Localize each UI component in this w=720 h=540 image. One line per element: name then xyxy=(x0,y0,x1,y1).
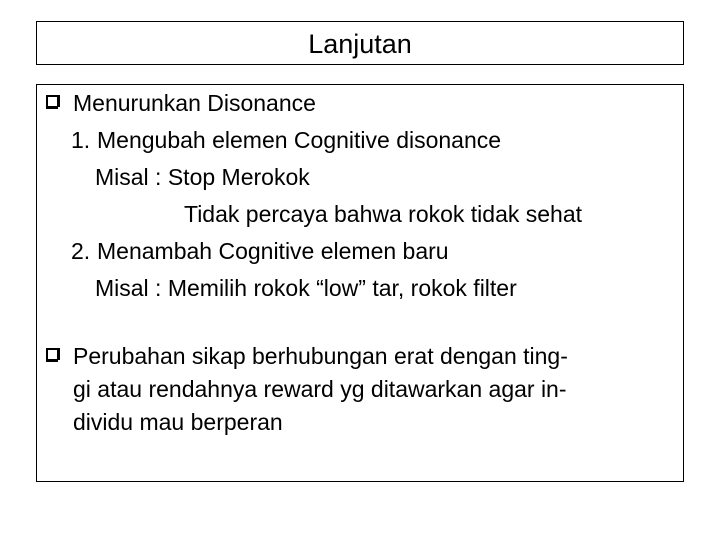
checkbox-bullet-icon xyxy=(46,348,60,362)
section2-line2: gi atau rendahnya reward yg ditawarkan agar in- xyxy=(73,376,567,402)
content-box xyxy=(36,84,684,482)
item1-example: Misal : Stop Merokok xyxy=(95,164,310,190)
section2-line1: Perubahan sikap berhubungan erat dengan ting- xyxy=(73,343,568,369)
item2-text: Menambah Cognitive elemen baru xyxy=(97,238,449,264)
item1-number: 1. xyxy=(71,127,91,153)
item1-text: Mengubah elemen Cognitive disonance xyxy=(97,127,502,153)
item1-example-cont: Tidak percaya bahwa rokok tidak sehat xyxy=(184,201,583,227)
checkbox-bullet-icon xyxy=(46,95,60,109)
section1-heading: Menurunkan Disonance xyxy=(73,90,316,116)
title-box xyxy=(36,21,684,65)
section2-line3: dividu mau berperan xyxy=(73,409,283,435)
item2-example: Misal : Memilih rokok “low” tar, rokok filter xyxy=(95,275,517,301)
page-title: Lanjutan xyxy=(308,29,412,59)
item2-number: 2. xyxy=(71,238,91,264)
